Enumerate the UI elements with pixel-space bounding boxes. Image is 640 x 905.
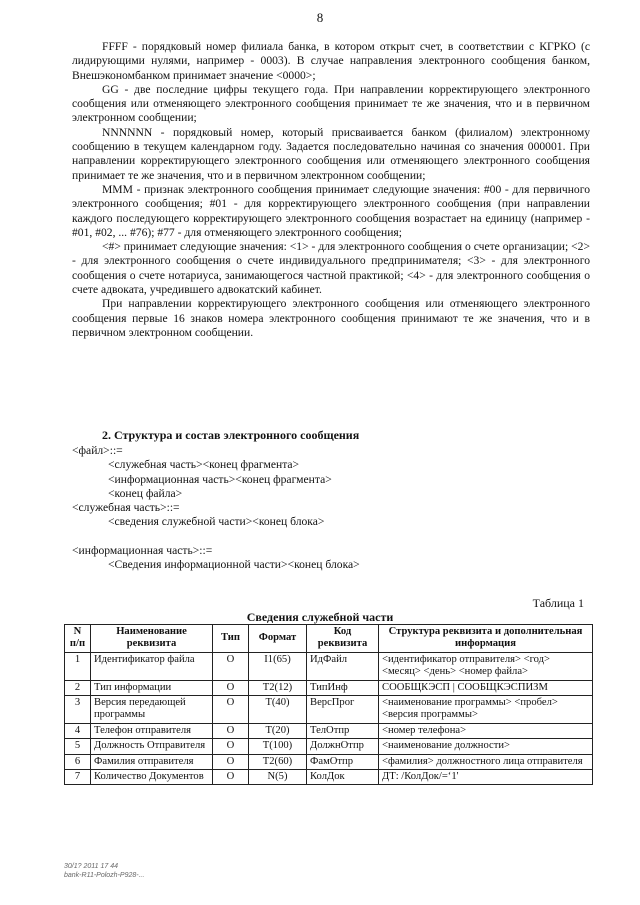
footer-stamp bbox=[64, 862, 144, 880]
table-cell: 6 bbox=[65, 754, 91, 769]
table-cell: О bbox=[213, 770, 249, 785]
table-cell: О bbox=[213, 754, 249, 769]
table-row bbox=[65, 739, 593, 754]
table-row bbox=[65, 680, 593, 695]
table-cell: Т2(12) bbox=[249, 680, 307, 695]
table-cell: <номер телефона> bbox=[379, 723, 593, 738]
paragraph-hash: <#> принимает следующие значения: <1> - для электронного сообщения о счете организации; <2> - для электронного сообщения о счете индивидуального предпринимателя; <3> - для электронного сообщения о счете нотариуса, занимающегося частной практикой; <4> - для электронного сообщения о счете адвоката, учредившего адвокатский кабинет. bbox=[72, 240, 590, 297]
table-cell: Версия передающей программы bbox=[91, 696, 213, 724]
table-cell: Должность Отправителя bbox=[91, 739, 213, 754]
grammar-line: <конец файла> bbox=[108, 486, 183, 500]
footer-line: 30/1? 2011 17 44 bbox=[64, 863, 118, 870]
table-cell: ДолжнОтпр bbox=[307, 739, 379, 754]
table-cell: Идентификатор файла bbox=[91, 652, 213, 680]
table-cell: <идентификатор отправителя> <год> <месяц> <день> <номер файла> bbox=[379, 652, 593, 680]
table-row bbox=[65, 723, 593, 738]
table-cell: 3 bbox=[65, 696, 91, 724]
table-cell: <фамилия> должностного лица отправителя bbox=[379, 754, 593, 769]
service-part-table bbox=[64, 624, 593, 785]
table-cell: СООБЩКЭСП | СООБЩКЭСПИЗМ bbox=[379, 680, 593, 695]
table-cell: ФамОтпр bbox=[307, 754, 379, 769]
page-number: 8 bbox=[316, 10, 324, 25]
column-header: Формат bbox=[249, 625, 307, 653]
column-header: Наименование реквизита bbox=[91, 625, 213, 653]
grammar-line: <служебная часть>::= bbox=[72, 501, 180, 515]
table-cell: 1 bbox=[65, 652, 91, 680]
table-cell: Т(100) bbox=[249, 739, 307, 754]
paragraph-mmm: МММ - признак электронного сообщения принимает следующие значения: #00 - для первичного электронного сообщения; #01 - для корректирующего электронного сообщения (при направлении каждого последующего корректирующего электронного сообщения возрастает на единицу (например - #01, #02, ... #76); #77 - для отменяющего электронного сообщения; bbox=[72, 182, 590, 239]
table-cell: Тип информации bbox=[91, 680, 213, 695]
table-cell: 5 bbox=[65, 739, 91, 754]
table-cell: О bbox=[213, 696, 249, 724]
table-row bbox=[65, 696, 593, 724]
table-cell: О bbox=[213, 739, 249, 754]
grammar-line: <информационная часть><конец фрагмента> bbox=[108, 472, 332, 486]
grammar-line: <служебная часть><конец фрагмента> bbox=[108, 458, 300, 472]
table-cell: N(5) bbox=[249, 770, 307, 785]
table-cell: 7 bbox=[65, 770, 91, 785]
column-header: Код реквизита bbox=[307, 625, 379, 653]
table-row bbox=[65, 754, 593, 769]
table-cell: Т(40) bbox=[249, 696, 307, 724]
grammar-line: <сведения служебной части><конец блока> bbox=[108, 515, 325, 529]
table-cell: <наименование программы> <пробел> <версия программы> bbox=[379, 696, 593, 724]
table-cell: Телефон отправителя bbox=[91, 723, 213, 738]
table-row bbox=[65, 652, 593, 680]
table-cell: Т(20) bbox=[249, 723, 307, 738]
table-cell: 2 bbox=[65, 680, 91, 695]
table-cell: КолДок bbox=[307, 770, 379, 785]
grammar-block bbox=[72, 444, 360, 573]
paragraph-ffff: FFFF - порядковый номер филиала банка, в котором открыт счет, в соответствии с КГРКО (с лидирующими нулями, например - 0003). В случае направления электронного сообщения банком, Внешэкономбанком принимает значение <0000>; bbox=[72, 40, 590, 82]
column-header: Структура реквизита и дополнительная информация bbox=[379, 625, 593, 653]
section-heading: 2. Структура и состав электронного сообщения bbox=[102, 428, 360, 442]
table-header-row bbox=[65, 625, 593, 653]
table-cell: ДТ: /КолДок/=‘1' bbox=[379, 770, 593, 785]
table-cell: ТипИнф bbox=[307, 680, 379, 695]
footer-line: bank-R11-Polozh-P928-... bbox=[64, 872, 145, 879]
grammar-line: <Сведения информационной части><конец блока> bbox=[108, 558, 360, 572]
table-label: Таблица 1 bbox=[532, 596, 584, 610]
grammar-line: <файл>::= bbox=[72, 444, 123, 457]
table-cell: Фамилия отправителя bbox=[91, 754, 213, 769]
table-cell: ВерсПрог bbox=[307, 696, 379, 724]
table-cell: Количество Документов bbox=[91, 770, 213, 785]
table-cell: 4 bbox=[65, 723, 91, 738]
table-cell: ТелОтпр bbox=[307, 723, 379, 738]
paragraph-gg: GG - две последние цифры текущего года. При направлении корректирующего электронного сообщения или отменяющего электронного сообщения принимает те же значения, что и в первичном электронном сообщении; bbox=[72, 82, 590, 125]
paragraph-correcting: При направлении корректирующего электронного сообщения или отменяющего электронного сообщения первые 16 знаков номера электронного сообщения принимают те же значения, что и в первичном электронном сообщении. bbox=[72, 297, 590, 339]
table-cell: О bbox=[213, 680, 249, 695]
table-cell: ИдФайл bbox=[307, 652, 379, 680]
paragraph-nnnnnn: NNNNNN - порядковый номер, который присваивается банком (филиалом) электронному сообщению в текущем календарном году. Задается последовательно начиная со значения 000001. При направлении корректирующего электронного сообщения или отменяющего электронного сообщения принимает те же значения, что и в первичном электронном сообщении; bbox=[72, 125, 590, 182]
table-cell: <наименование должности> bbox=[379, 739, 593, 754]
column-header: Тип bbox=[213, 625, 249, 653]
table-cell: О bbox=[213, 723, 249, 738]
table-cell: I1(65) bbox=[249, 652, 307, 680]
table-title: Сведения служебной части bbox=[246, 610, 394, 624]
table-cell: О bbox=[213, 652, 249, 680]
table-row bbox=[65, 770, 593, 785]
body-text bbox=[72, 40, 590, 340]
grammar-line: <информационная часть>::= bbox=[72, 544, 213, 558]
column-header: N п/п bbox=[65, 625, 91, 653]
table-cell: Т2(60) bbox=[249, 754, 307, 769]
